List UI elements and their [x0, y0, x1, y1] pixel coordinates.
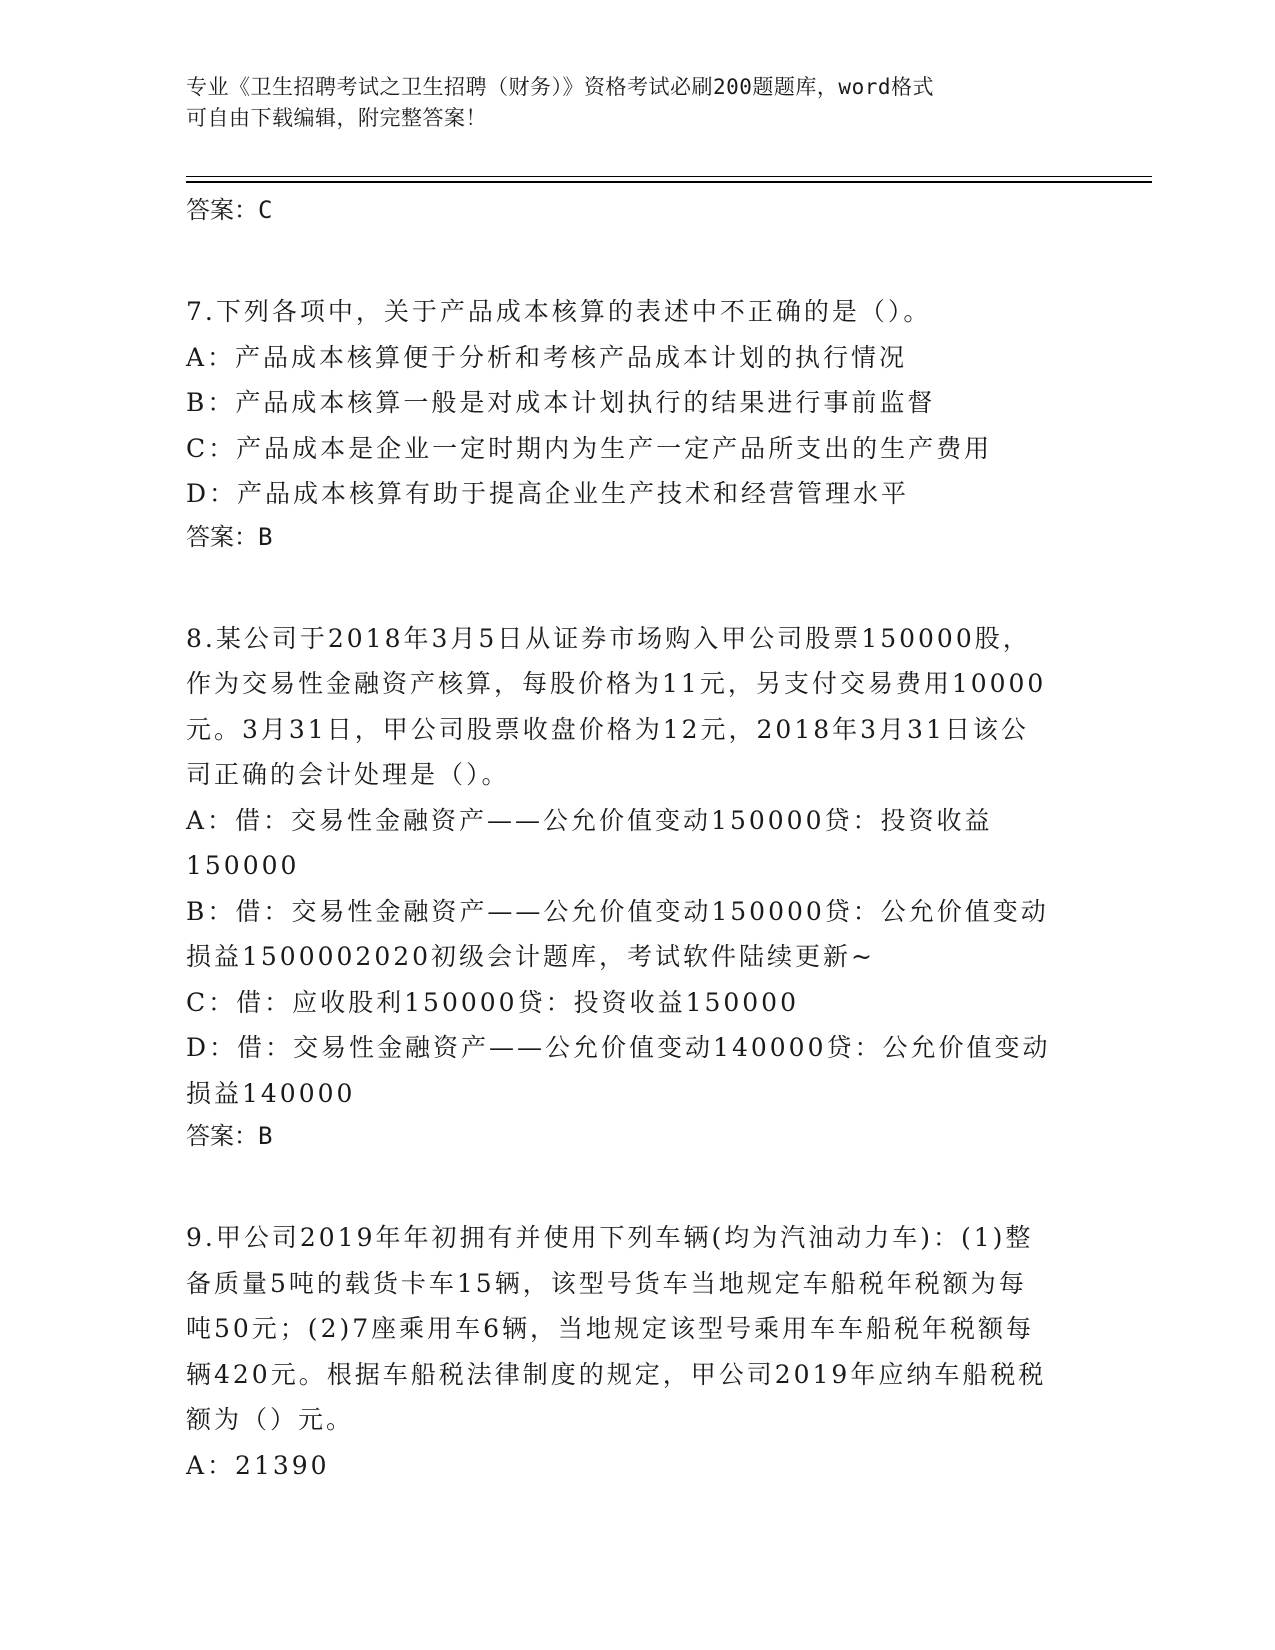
question-8-option-a-cont: 150000 — [186, 851, 300, 880]
answer-q7: 答案：B — [186, 522, 273, 551]
question-7 — [186, 289, 1086, 517]
spacer — [186, 1162, 1086, 1215]
header-line-2: 可自由下载编辑，附完整答案！ — [186, 106, 487, 130]
question-8-stem-line-4: 司正确的会计处理是（）。 — [186, 760, 510, 789]
question-9-stem-line-2: 备质量5吨的载货卡车15辆，该型号货车当地规定车船税年税额为每 — [186, 1268, 1027, 1298]
answer-q6: 答案：C — [186, 196, 273, 224]
question-9-option-a: A：21390 — [186, 1450, 330, 1480]
header-rule-thick — [186, 181, 1152, 183]
question-8-stem-line-3: 元。3月31日，甲公司股票收盘价格为12元，2018年3月31日该公 — [186, 714, 1029, 744]
question-7-stem: 7.下列各项中，关于产品成本核算的表述中不正确的是（）。 — [186, 297, 932, 326]
question-8-option-d-cont: 损益140000 — [186, 1078, 356, 1108]
document-header — [186, 72, 1086, 134]
question-7-option-b: B：产品成本核算一般是对成本计划执行的结果进行事前监督 — [186, 388, 936, 417]
question-7-option-c: C：产品成本是企业一定时期内为生产一定产品所支出的生产费用 — [186, 433, 993, 463]
document-body — [186, 190, 1086, 1488]
question-8-option-c: C：借：应收股利150000贷：投资收益150000 — [186, 987, 799, 1017]
question-7-option-a: A：产品成本核算便于分析和考核产品成本计划的执行情况 — [186, 342, 908, 372]
question-8-option-d: D：借：交易性金融资产——公允价值变动140000贷：公允价值变动 — [186, 1033, 1051, 1062]
question-9-stem-line-1: 9.甲公司2019年年初拥有并使用下列车辆(均为汽油动力车)：(1)整 — [186, 1223, 1034, 1252]
spacer — [186, 236, 1086, 289]
question-8-option-b: B：借：交易性金融资产——公允价值变动150000贷：公允价值变动 — [186, 896, 1049, 926]
question-8-option-b-cont: 损益1500002020初级会计题库，考试软件陆续更新~ — [186, 942, 876, 971]
header-rule-thin — [186, 176, 1152, 177]
header-line-1: 专业《卫生招聘考试之卫生招聘（财务）》资格考试必刷200题题库，word格式 — [186, 75, 934, 99]
question-8-stem-line-1: 8.某公司于2018年3月5日从证券市场购入甲公司股票150000股， — [186, 623, 1031, 653]
question-9-stem-line-4: 辆420元。根据车船税法律制度的规定，甲公司2019年应纳车船税税 — [186, 1359, 1047, 1389]
question-9-stem-line-5: 额为（）元。 — [186, 1405, 355, 1434]
question-9-stem-line-3: 吨50元；(2)7座乘用车6辆，当地规定该型号乘用车车船税年税额每 — [186, 1314, 1035, 1343]
question-9 — [186, 1215, 1086, 1488]
answer-q8: 答案：B — [186, 1122, 273, 1150]
question-7-option-d: D：产品成本核算有助于提高企业生产技术和经营管理水平 — [186, 479, 910, 508]
question-8-stem-line-2: 作为交易性金融资产核算，每股价格为11元，另支付交易费用10000 — [186, 669, 1047, 698]
spacer — [186, 563, 1086, 616]
question-8 — [186, 616, 1086, 1117]
question-8-option-a: A：借：交易性金融资产——公允价值变动150000贷：投资收益 — [186, 805, 993, 835]
